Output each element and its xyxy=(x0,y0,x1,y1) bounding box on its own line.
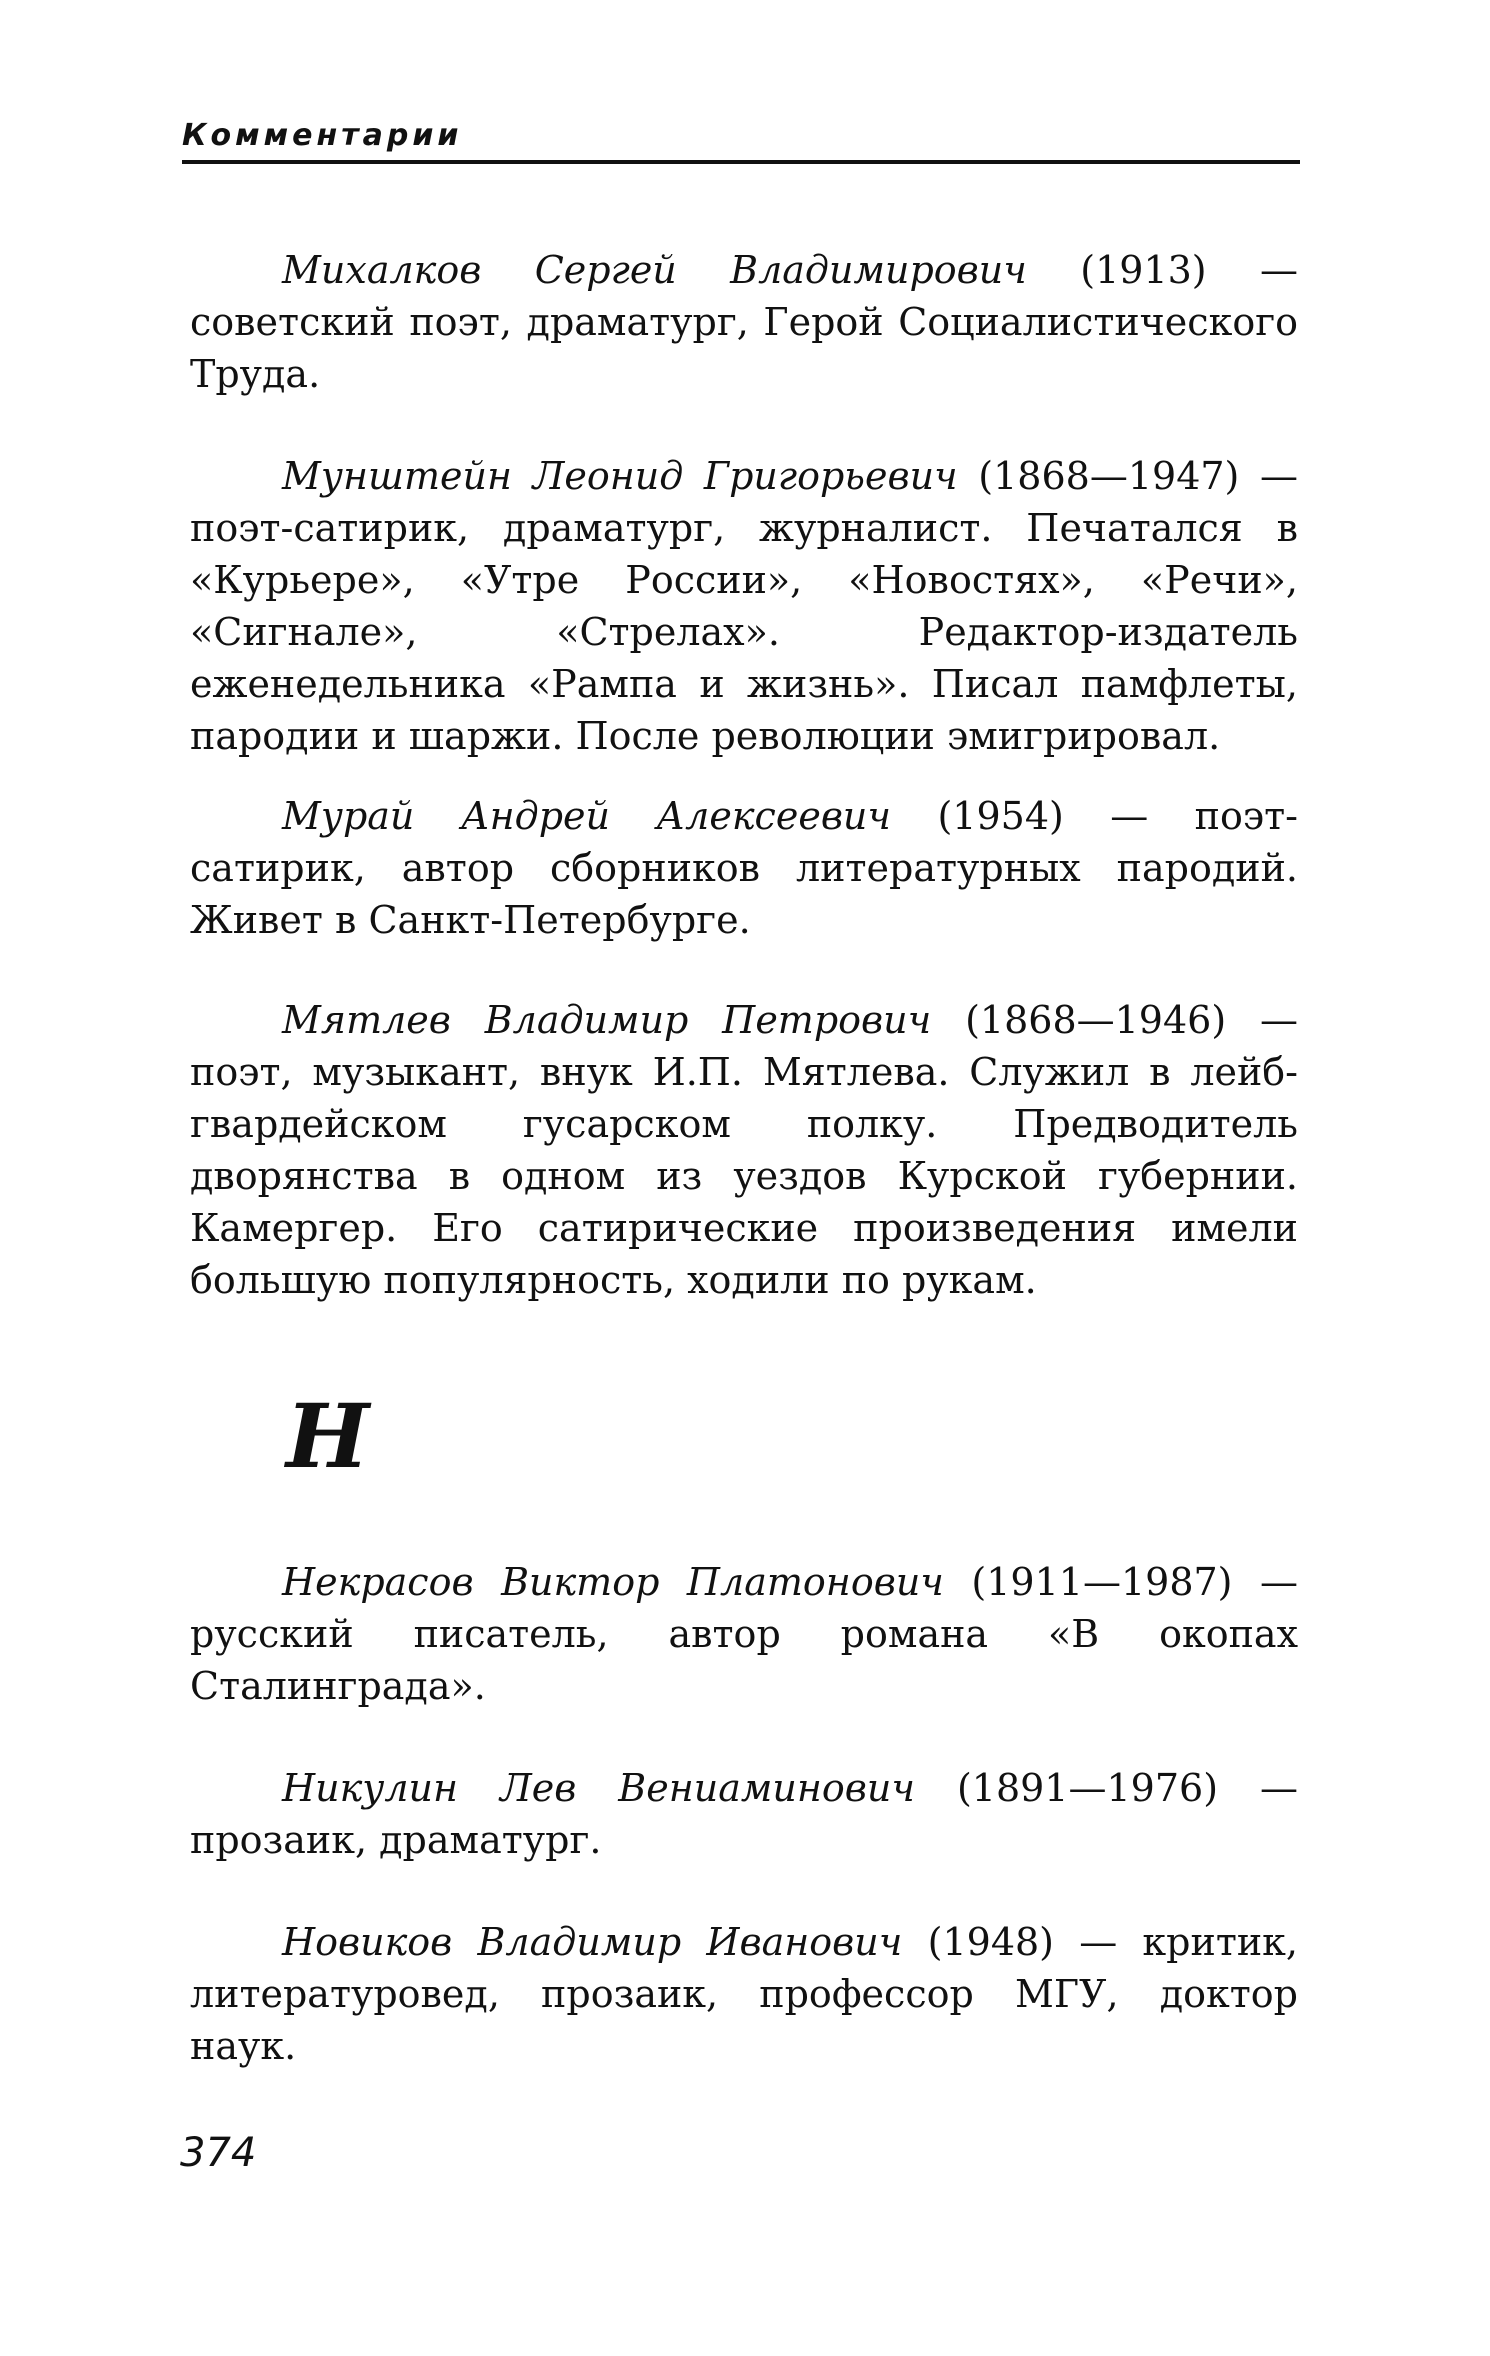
entry-murai xyxy=(190,790,1298,946)
entry-text: (1948) — критик, литературовед, прозаик, профессор МГУ, доктор наук. xyxy=(190,1920,1299,2068)
entry-text: (1891—1976) — прозаик, драматург. xyxy=(190,1766,1298,1862)
entry-nikulin xyxy=(190,1762,1298,1866)
entry-myatlev xyxy=(190,994,1298,1306)
entry-nekrasov xyxy=(190,1556,1298,1712)
entry-munshtein xyxy=(190,450,1298,762)
entry-name: Некрасов Виктор Платонович xyxy=(282,1560,944,1604)
entry-text: (1913) — советский поэт, драматург, Герой Социалистического Труда. xyxy=(190,248,1299,396)
section-letter-heading: Н xyxy=(286,1384,370,1488)
entry-name: Мунштейн Леонид Григорьевич xyxy=(282,454,958,498)
entry-name: Мятлев Владимир Петрович xyxy=(282,998,932,1042)
entry-text: (1868—1947) — поэт-сатирик, драматург, журналист. Печатался в «Курьере», «Утре России», «Новостях», «Речи», «Сигнале», «Стрелах». Редактор-издатель еженедельника «Рампа и жизнь». Писал памфлеты, пародии и шаржи. После революции эмигрировал. xyxy=(190,454,1298,758)
header-rule xyxy=(182,160,1300,164)
entry-mikhalkov xyxy=(190,244,1298,400)
entry-name: Новиков Владимир Иванович xyxy=(282,1920,903,1964)
entry-novikov xyxy=(190,1916,1298,2072)
entry-text: (1954) — поэт-сатирик, автор сборников литературных пародий. Живет в Санкт-Петербурге. xyxy=(190,794,1299,942)
entry-text: (1868—1946) — поэт, музыкант, внук И.П. Мятлева. Служил в лейб-гвардейском гусарском полку. Предводитель дворянства в одном из уездов Курской губернии. Камергер. Его сатирические произведения имели большую популярность, ходили по рукам. xyxy=(190,998,1298,1302)
entry-name: Михалков Сергей Владимирович xyxy=(282,248,1027,292)
entry-name: Никулин Лев Вениаминович xyxy=(282,1766,915,1810)
running-title: Комментарии xyxy=(182,118,463,153)
page-number: 374 xyxy=(180,2130,257,2176)
entry-text: (1911—1987) — русский писатель, автор романа «В окопах Сталинграда». xyxy=(190,1560,1298,1708)
entry-name: Мурай Андрей Алексеевич xyxy=(282,794,892,838)
